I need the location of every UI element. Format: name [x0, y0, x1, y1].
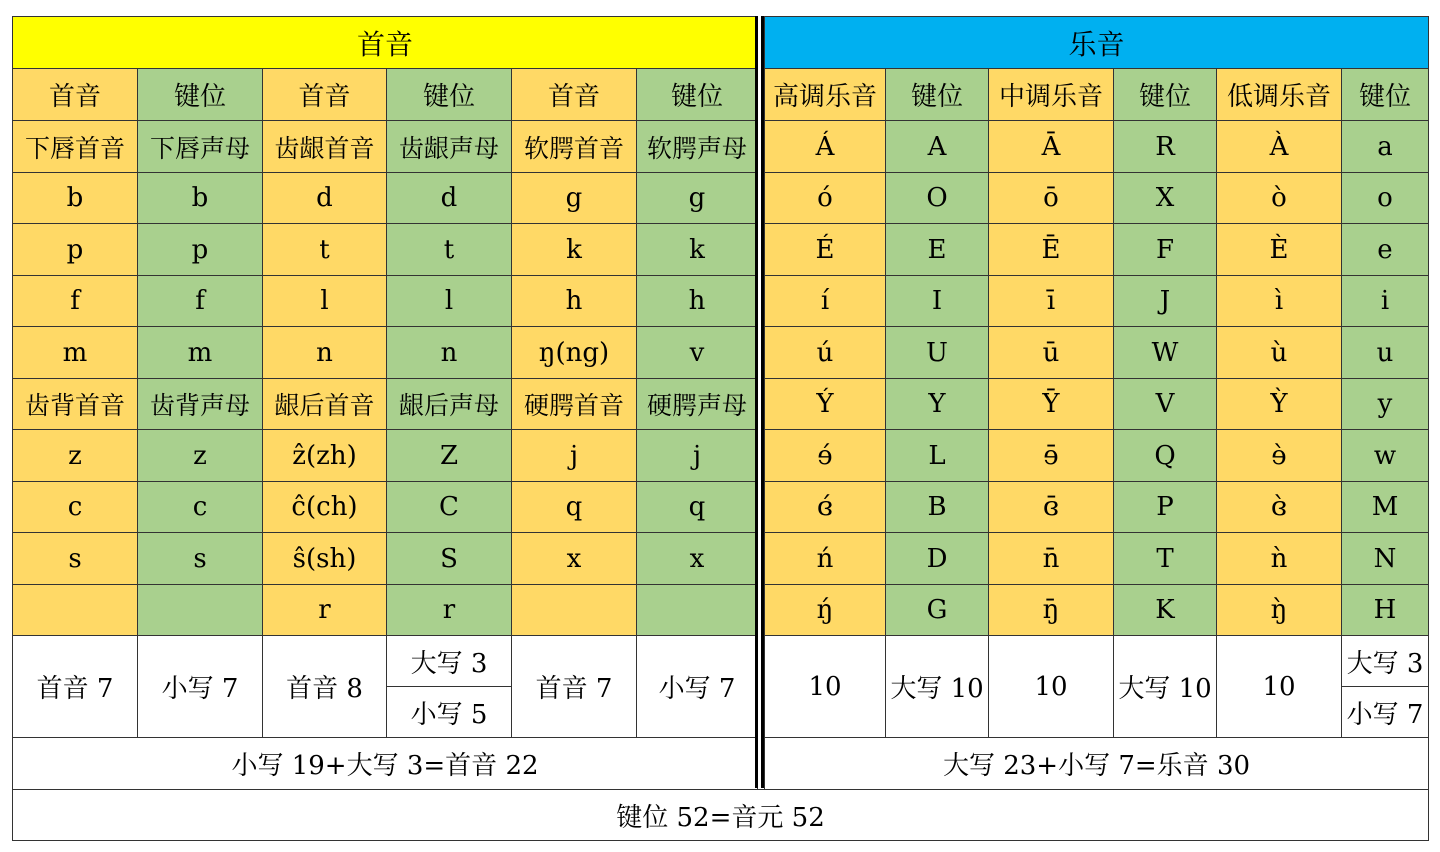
count-cell: 10	[1216, 635, 1342, 738]
vowel-cell: ǹ	[1216, 532, 1342, 585]
vowel-cell: R	[1113, 120, 1217, 173]
vowel-cell: F	[1113, 223, 1217, 276]
consonant-cell: r	[262, 584, 387, 636]
vowel-cell: È	[1216, 223, 1342, 276]
category-label-cell: 龈后声母	[386, 378, 512, 430]
vowel-cell: P	[1113, 481, 1217, 533]
count-cell: 大写 3	[386, 635, 512, 687]
consonant-cell: g	[511, 172, 637, 224]
right-column-header: 键位	[1113, 68, 1217, 121]
left-group-header: 首音	[12, 16, 758, 69]
count-cell: 首音 7	[12, 635, 138, 738]
grand-total: 键位 52=音元 52	[12, 789, 1429, 841]
consonant-cell: d	[386, 172, 512, 224]
left-column-header: 键位	[636, 68, 758, 121]
vowel-cell: G	[885, 584, 989, 636]
category-label-cell: 下唇首音	[12, 120, 138, 173]
consonant-cell: r	[386, 584, 512, 636]
consonant-cell	[137, 584, 263, 636]
consonant-cell: ŋ(ng)	[511, 326, 637, 379]
vowel-cell: ɞ́	[764, 481, 886, 533]
vowel-cell: ō	[988, 172, 1114, 224]
vowel-cell: ū	[988, 326, 1114, 379]
vowel-cell: ó	[764, 172, 886, 224]
count-cell: 大写 10	[1113, 635, 1217, 738]
vowel-cell: Ȳ	[988, 378, 1114, 430]
vowel-cell: O	[885, 172, 989, 224]
consonant-cell: t	[262, 223, 387, 276]
vowel-cell: W	[1113, 326, 1217, 379]
consonant-cell: Z	[386, 429, 512, 482]
consonant-cell: j	[511, 429, 637, 482]
vowel-cell: ī	[988, 275, 1114, 327]
consonant-cell: q	[511, 481, 637, 533]
vowel-cell: u	[1341, 326, 1429, 379]
vowel-cell: w	[1341, 429, 1429, 482]
vowel-cell: D	[885, 532, 989, 585]
consonant-cell: ŝ(sh)	[262, 532, 387, 585]
consonant-cell: c	[12, 481, 138, 533]
right-column-header: 高调乐音	[764, 68, 886, 121]
consonant-cell: z	[137, 429, 263, 482]
vowel-cell: Q	[1113, 429, 1217, 482]
count-cell: 首音 8	[262, 635, 387, 738]
category-label-cell: 齿背首音	[12, 378, 138, 430]
consonant-cell: b	[12, 172, 138, 224]
vowel-cell: I	[885, 275, 989, 327]
vowel-cell: L	[885, 429, 989, 482]
consonant-cell	[12, 584, 138, 636]
count-cell: 小写 7	[137, 635, 263, 738]
category-label-cell: 齿龈声母	[386, 120, 512, 173]
vowel-cell: ŋ̀	[1216, 584, 1342, 636]
right-group-header: 乐音	[764, 16, 1429, 69]
consonant-cell: z	[12, 429, 138, 482]
consonant-cell: f	[137, 275, 263, 327]
vowel-cell: ɘ̀	[1216, 429, 1342, 482]
consonant-cell: c	[137, 481, 263, 533]
category-label-cell: 软腭声母	[636, 120, 758, 173]
count-cell: 小写 7	[636, 635, 758, 738]
right-column-header: 中调乐音	[988, 68, 1114, 121]
vowel-cell: ŋ̄	[988, 584, 1114, 636]
vowel-cell: ń	[764, 532, 886, 585]
consonant-cell: k	[511, 223, 637, 276]
consonant-cell: h	[511, 275, 637, 327]
category-label-cell: 龈后首音	[262, 378, 387, 430]
left-column-header: 键位	[137, 68, 263, 121]
vowel-cell: o	[1341, 172, 1429, 224]
vowel-cell: Ý	[764, 378, 886, 430]
consonant-cell: p	[12, 223, 138, 276]
vowel-cell: Ā	[988, 120, 1114, 173]
vowel-cell: Á	[764, 120, 886, 173]
count-cell: 10	[764, 635, 886, 738]
consonant-cell	[636, 584, 758, 636]
vowel-cell: X	[1113, 172, 1217, 224]
consonant-cell: g	[636, 172, 758, 224]
vowel-cell: a	[1341, 120, 1429, 173]
count-cell: 小写 5	[386, 686, 512, 738]
table-divider	[755, 16, 764, 788]
vowel-cell: Ỳ	[1216, 378, 1342, 430]
right-total: 大写 23+小写 7=乐音 30	[764, 737, 1429, 790]
count-cell: 10	[988, 635, 1114, 738]
vowel-cell: Y	[885, 378, 989, 430]
category-label-cell: 下唇声母	[137, 120, 263, 173]
consonant-cell: v	[636, 326, 758, 379]
consonant-cell: q	[636, 481, 758, 533]
vowel-cell: É	[764, 223, 886, 276]
consonant-cell: m	[137, 326, 263, 379]
count-cell: 首音 7	[511, 635, 637, 738]
consonant-cell: ẑ(zh)	[262, 429, 387, 482]
consonant-cell: f	[12, 275, 138, 327]
left-column-header: 首音	[262, 68, 387, 121]
vowel-cell: J	[1113, 275, 1217, 327]
vowel-cell: K	[1113, 584, 1217, 636]
vowel-cell: ù	[1216, 326, 1342, 379]
category-label-cell: 软腭首音	[511, 120, 637, 173]
vowel-cell: A	[885, 120, 989, 173]
vowel-cell: V	[1113, 378, 1217, 430]
vowel-cell: ú	[764, 326, 886, 379]
consonant-cell: t	[386, 223, 512, 276]
vowel-cell: B	[885, 481, 989, 533]
consonant-cell: k	[636, 223, 758, 276]
category-label-cell: 齿龈首音	[262, 120, 387, 173]
consonant-cell: C	[386, 481, 512, 533]
consonant-cell: n	[386, 326, 512, 379]
vowel-cell: E	[885, 223, 989, 276]
vowel-cell: ŋ́	[764, 584, 886, 636]
consonant-cell: ĉ(ch)	[262, 481, 387, 533]
vowel-cell: Ē	[988, 223, 1114, 276]
consonant-cell: b	[137, 172, 263, 224]
vowel-cell: e	[1341, 223, 1429, 276]
count-cell: 小写 7	[1341, 686, 1429, 738]
consonant-cell: s	[12, 532, 138, 585]
consonant-cell: s	[137, 532, 263, 585]
consonant-cell: j	[636, 429, 758, 482]
consonant-cell: S	[386, 532, 512, 585]
vowel-cell: í	[764, 275, 886, 327]
count-cell: 大写 3	[1341, 635, 1429, 687]
consonant-cell: h	[636, 275, 758, 327]
category-label-cell: 硬腭声母	[636, 378, 758, 430]
right-column-header: 低调乐音	[1216, 68, 1342, 121]
category-label-cell: 齿背声母	[137, 378, 263, 430]
left-column-header: 键位	[386, 68, 512, 121]
consonant-cell	[511, 584, 637, 636]
vowel-cell: ɞ̀	[1216, 481, 1342, 533]
consonant-cell: l	[386, 275, 512, 327]
vowel-cell: ɞ̄	[988, 481, 1114, 533]
vowel-cell: n̄	[988, 532, 1114, 585]
left-total: 小写 19+大写 3=首音 22	[12, 737, 758, 790]
right-column-header: 键位	[885, 68, 989, 121]
left-column-header: 首音	[511, 68, 637, 121]
vowel-cell: y	[1341, 378, 1429, 430]
vowel-cell: T	[1113, 532, 1217, 585]
count-cell: 大写 10	[885, 635, 989, 738]
right-column-header: 键位	[1341, 68, 1429, 121]
vowel-cell: À	[1216, 120, 1342, 173]
consonant-cell: m	[12, 326, 138, 379]
vowel-cell: H	[1341, 584, 1429, 636]
consonant-cell: l	[262, 275, 387, 327]
consonant-cell: x	[636, 532, 758, 585]
vowel-cell: ì	[1216, 275, 1342, 327]
vowel-cell: ɘ́	[764, 429, 886, 482]
left-column-header: 首音	[12, 68, 138, 121]
consonant-cell: n	[262, 326, 387, 379]
vowel-cell: N	[1341, 532, 1429, 585]
vowel-cell: U	[885, 326, 989, 379]
vowel-cell: M	[1341, 481, 1429, 533]
consonant-cell: x	[511, 532, 637, 585]
vowel-cell: i	[1341, 275, 1429, 327]
vowel-cell: ò	[1216, 172, 1342, 224]
consonant-cell: p	[137, 223, 263, 276]
category-label-cell: 硬腭首音	[511, 378, 637, 430]
consonant-cell: d	[262, 172, 387, 224]
vowel-cell: ɘ̄	[988, 429, 1114, 482]
